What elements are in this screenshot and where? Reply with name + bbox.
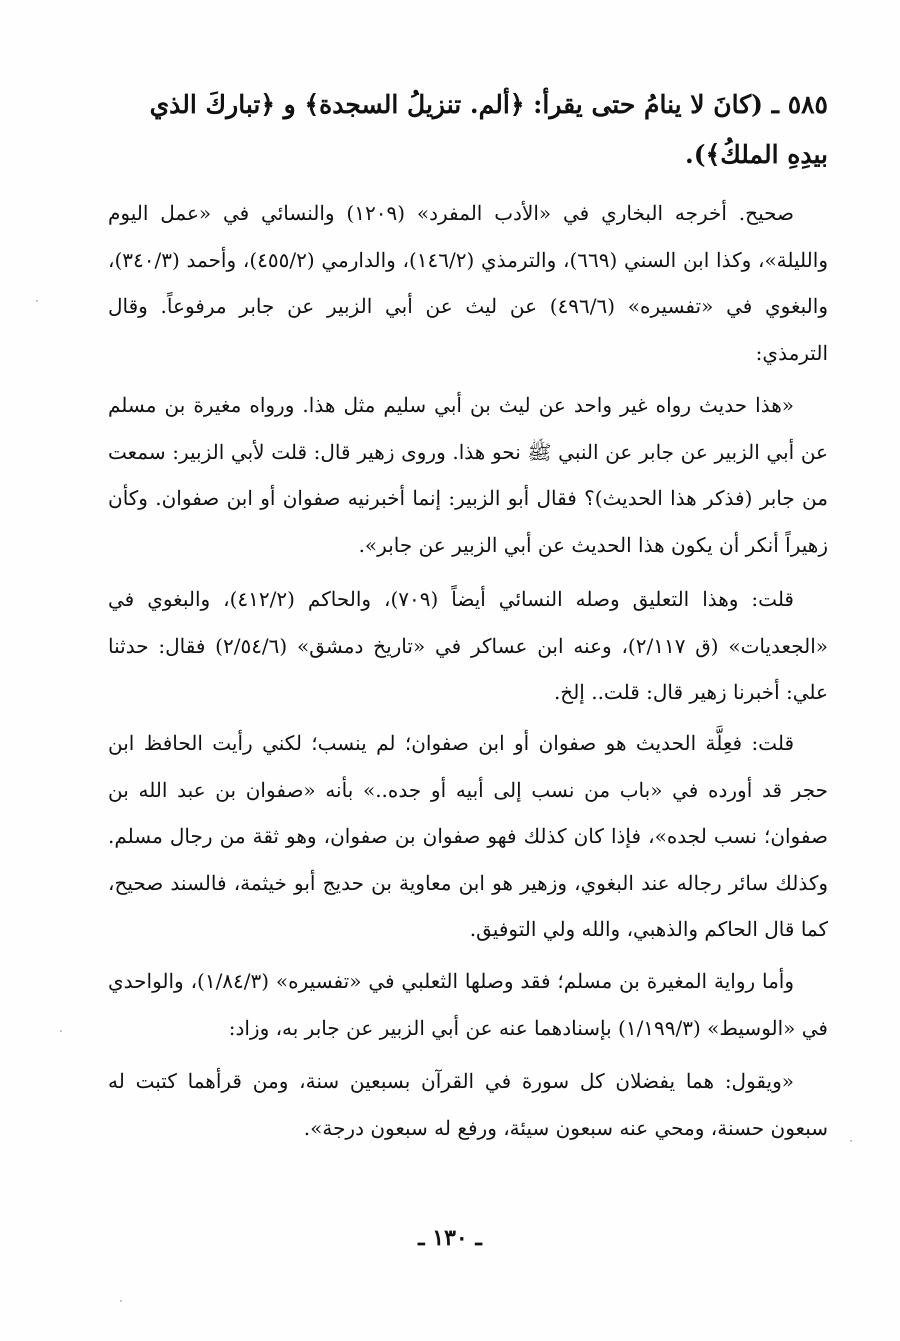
scan-speck <box>120 1300 122 1302</box>
page-number: ـ ١٣٠ ـ <box>418 1225 482 1251</box>
addition-quote-paragraph <box>108 1058 828 1151</box>
mughira-paragraph <box>108 958 828 1051</box>
paragraph-text: صحيح. أخرجه البخاري في «الأدب المفرد» (١٢٠٩) والنسائي في «عمل اليوم والليلة»، وكذا ابن السني (٦٦٩)، والترمذي (١٤٦/٢)، والدارمي (٤٥٥/٢)، وأحمد (٣٤٠/٣)، والبغوي في «تفسيره» (٤٩٦/٦) عن ليث عن أبي الزبير عن جابر مرفوعاً. وقال الترمذي: <box>108 201 828 365</box>
paragraph-text: قلت: وهذا التعليق وصله النسائي أيضاً (٧٠٩)، والحاكم (٤١٢/٢)، والبغوي في «الجعديات» (ق ٢/١١٧)، وعنه ابن عساكر في «تاريخ دمشق» (٢/٥٤/٦) فقال: حدثنا علي: أخبرنا زهير قال: قلت.. إلخ. <box>108 587 829 704</box>
paragraph-text: «ويقول: هما يفضلان كل سورة في القرآن بسبعين سنة، ومن قرأهما كتبت له سبعون حسنة، ومحي عنه سبعون سيئة، ورفع له سبعون درجة». <box>108 1069 828 1140</box>
taliq-paragraph <box>108 576 828 716</box>
scan-speck <box>36 300 38 302</box>
scan-speck <box>850 1140 852 1142</box>
hadith-heading-line-1: ٥٨٥ ـ (كانَ لا ينامُ حتى يقرأ: ﴿ألم. تنزيلُ السجدة﴾ و ﴿تباركَ الذي <box>149 90 828 119</box>
paragraph-text: قلت: فعِلَّة الحديث هو صفوان أو ابن صفوان؛ لم ينسب؛ لكني رأيت الحافظ ابن حجر قد أورده في «باب من نسب إلى أبيه أو جده..» بأنه «صفوان بن عبد الله بن صفوان؛ نسب لجده»، فإذا كان كذلك فهو صفوان بن صفوان، وهو ثقة من رجال مسلم. وكذلك سائر رجاله عند البغوي، وزهير هو ابن معاوية بن حديج أبو خيثمة، فالسند صحيح، كما قال الحاكم والذهبي، والله ولي التوفيق. <box>108 731 828 941</box>
scan-speck <box>60 1030 62 1032</box>
hadith-heading <box>108 80 828 180</box>
illah-paragraph <box>108 720 828 953</box>
takhrij-paragraph <box>108 190 828 376</box>
paragraph-text: «هذا حديث رواه غير واحد عن ليث بن أبي سليم مثل هذا. ورواه مغيرة بن مسلم عن أبي الزبير عن جابر عن النبي ﷺ نحو هذا. وروى زهير قال: قلت لأبي الزبير: سمعت من جابر (فذكر هذا الحديث)؟ فقال أبو الزبير: إنما أخبرنيه صفوان أو ابن صفوان. وكأن زهيراً أنكر أن يكون هذا الحديث عن أبي الزبير عن جابر». <box>108 393 828 557</box>
tirmidhi-quote-paragraph <box>108 382 828 568</box>
hadith-heading-line-2: بيدِهِ الملكُ﴾). <box>685 140 828 169</box>
paragraph-text: وأما رواية المغيرة بن مسلم؛ فقد وصلها الثعلبي في «تفسيره» (١/٨٤/٣)، والواحدي في «الوسيط» (١/١٩٩/٣) بإسنادهما عنه عن أبي الزبير عن جابر به، وزاد: <box>108 969 828 1040</box>
